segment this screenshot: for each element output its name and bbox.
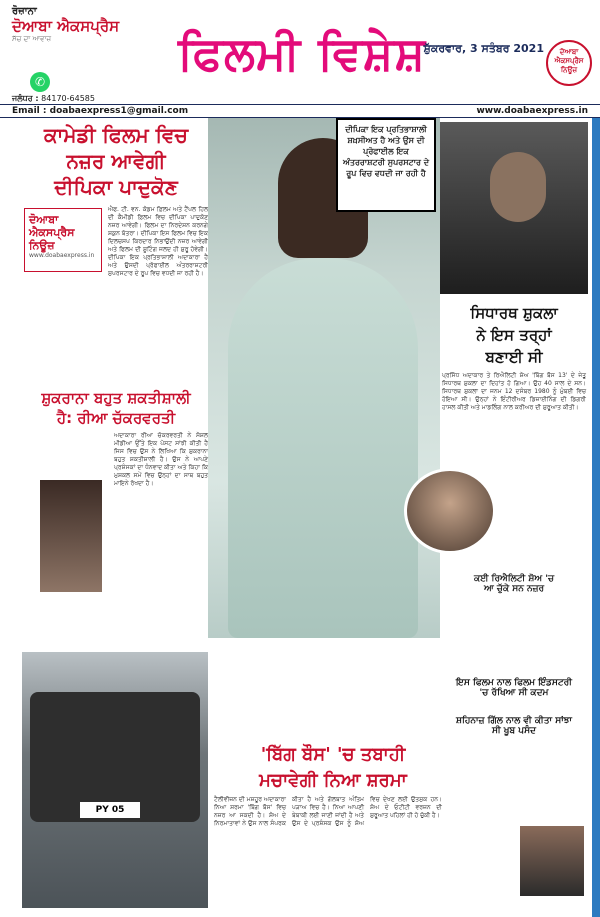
sidharth-body: ਪ੍ਰਸਿੱਧ ਅਦਾਕਾਰ ਤੇ ਰਿਐਲਿਟੀ ਸ਼ੋਅ 'ਬਿੱਗ ਬੌਸ 13' ਦੇ ਜੇਤੂ ਸਿਧਾਰਥ ਸ਼ੁਕਲਾ ਦਾ ਦਿਹਾਂਤ ਹੋ ਗਿਆ। ਉਹ 40 ਸਾਲ ਦੇ ਸਨ। ਸਿਧਾਰਥ ਸ਼ੁਕਲਾ ਦਾ ਜਨਮ 12 ਦਸੰਬਰ 1980 ਨੂੰ ਮੁੰਬਈ ਵਿਚ ਹੋਇਆ ਸੀ। ਉਨ੍ਹਾਂ ਨੇ ਇੰਟੀਰੀਅਰ ਡਿਜ਼ਾਈਨਿੰਗ ਦੀ ਡਿਗਰੀ ਹਾਸਲ ਕੀਤੀ ਅਤੇ ਮਾਡਲਿੰਗ ਨਾਲ ਕਰੀਅਰ ਦੀ ਸ਼ੁਰੂਆਤ ਕੀਤੀ।: [442, 372, 586, 411]
rhea-photo: [40, 480, 102, 592]
nia-headline-2: ਮਚਾਵੇਗੀ ਨਿਆ ਸ਼ਰਮਾ: [259, 770, 407, 791]
phone-value: 84170-64585: [41, 94, 95, 103]
subhead-film-2: 'ਚ ਰੱਖਿਆ ਸੀ ਕਦਮ: [479, 688, 549, 698]
masthead: [0, 0, 600, 110]
brand-tagline: ਸੱਚ ਦਾ ਆਵਾਜ਼: [12, 35, 52, 43]
sidharth-headline-2: ਨੇ ਇਸ ਤਰ੍ਹਾਂ: [476, 326, 552, 344]
city-label: ਜਲੰਧਰ :: [12, 94, 39, 103]
phone-number: [12, 94, 152, 104]
deepika-headline-2: ਨਜ਼ਰ ਆਵੇਗੀ: [66, 149, 166, 173]
newspaper-logo: [12, 6, 142, 44]
page-title: ਫਿਲਮੀ ਵਿਸ਼ੇਸ਼: [178, 26, 426, 80]
issue-date: ਸ਼ੁੱਕਰਵਾਰ, 3 ਸਤੰਬਰ 2021: [423, 42, 544, 55]
page-edge-strip: [592, 118, 600, 917]
nia-body: ਟੈਲੀਵੀਜ਼ਨ ਦੀ ਮਸ਼ਹੂਰ ਅਦਾਕਾਰਾ ਨਿਆ ਸ਼ਰਮਾ 'ਬਿੱਗ ਬੌਸ' ਵਿਚ ਨਜ਼ਰ ਆ ਸਕਦੀ ਹੈ। ਸ਼ੋਅ ਦੇ ਨਿਰਮਾਤਾਵਾਂ ਨੇ ਉਸ ਨਾਲ ਸੰਪਰਕ ਕੀਤਾ ਹੈ ਅਤੇ ਗੱਲਬਾਤ ਅੰਤਿਮ ਪੜਾਅ ਵਿਚ ਹੈ। ਨਿਆ ਆਪਣੀ ਬੇਬਾਕੀ ਲਈ ਜਾਣੀ ਜਾਂਦੀ ਹੈ ਅਤੇ ਉਸ ਦੇ ਪ੍ਰਸ਼ੰਸਕ ਉਸ ਨੂੰ ਸ਼ੋਅ ਵਿਚ ਦੇਖਣ ਲਈ ਉਤਸੁਕ ਹਨ। ਸ਼ੋਅ ਦੇ ਓਟੀਟੀ ਵਰਜ਼ਨ ਦੀ ਸ਼ੁਰੂਆਤ ਪਹਿਲਾਂ ਹੀ ਹੋ ਚੁੱਕੀ ਹੈ।: [214, 796, 442, 827]
nia-headline-1: 'ਬਿੱਗ ਬੌਸ' 'ਚ ਤਬਾਹੀ: [260, 744, 406, 765]
inline-logo: [24, 208, 102, 272]
subhead-reality-2: ਆ ਚੁੱਕੇ ਸਨ ਨਜ਼ਰ: [483, 584, 545, 594]
inline-logo-line-1: ਦੋਆਬਾ: [29, 213, 59, 226]
number-plate: PY 05: [80, 802, 140, 818]
deepika-callout: ਦੀਪਿਕਾ ਇਕ ਪ੍ਰਤਿਭਾਸ਼ਾਲੀ ਸ਼ਖ਼ਸੀਅਤ ਹੈ ਅਤੇ ਉਸ ਦੀ ਪ੍ਰੋਫਾਈਲ ਇਕ ਅੰਤਰਰਾਸ਼ਟਰੀ ਸੁਪਰਸਟਾਰ ਦੇ ਰੂਪ ਵਿਚ ਵਧਦੀ ਜਾ ਰਹੀ ਹੈ: [336, 118, 436, 212]
deepika-headline-1: ਕਾਮੇਡੀ ਫਿਲਮ ਵਿਚ: [43, 123, 189, 147]
rhea-article: [24, 388, 208, 488]
info-bar: [0, 104, 600, 118]
portrait-shape: [490, 152, 546, 222]
subhead-reality-shows: [440, 574, 588, 594]
inline-logo-url: www.doabaexpress.in: [29, 252, 95, 259]
rhea-body: ਅਦਾਕਾਰਾ ਰੀਆ ਚੱਕਰਵਰਤੀ ਨੇ ਸੋਸ਼ਲ ਮੀਡੀਆ ਉੱਤੇ ਇਕ ਪੋਸਟ ਸਾਂਝੀ ਕੀਤੀ ਹੈ ਜਿਸ ਵਿਚ ਉਸ ਨੇ ਲਿਖਿਆ ਕਿ ਸ਼ੁਕਰਾਨਾ ਬਹੁਤ ਸ਼ਕਤੀਸ਼ਾਲੀ ਹੈ। ਉਸ ਨੇ ਆਪਣੇ ਪ੍ਰਸ਼ੰਸਕਾਂ ਦਾ ਧੰਨਵਾਦ ਕੀਤਾ ਅਤੇ ਕਿਹਾ ਕਿ ਮੁਸ਼ਕਲ ਸਮੇਂ ਵਿਚ ਉਨ੍ਹਾਂ ਦਾ ਸਾਥ ਬਹੁਤ ਮਾਇਨੇ ਰੱਖਦਾ ਹੈ।: [114, 432, 208, 487]
sidharth-headline: [440, 302, 588, 368]
subhead-film-debut: [440, 678, 588, 698]
subhead-shehnaaz-2: ਸੀ ਖੂਬ ਪਸੰਦ: [491, 726, 537, 736]
website-link[interactable]: www.doabaexpress.in: [476, 106, 588, 116]
subhead-reality-1: ਕਈ ਰਿਐਲਿਟੀ ਸ਼ੋਅ 'ਚ: [473, 574, 555, 584]
deepika-body: ਐਫ. ਟੀ. ਵਨ. ਕੋਡਮ ਫ਼ਿਲਮ ਅਤੇ ਟੈਂਪਲ ਹਿਲ ਦੀ ਕੈਮੀਡੀ ਫ਼ਿਲਮ ਵਿਚ ਦੀਪਿਕਾ ਪਾਦੁਕੋਣ ਨਜ਼ਰ ਆਵੇਗੀ। ਫਿਲਮ ਦਾ ਨਿਰਦੇਸ਼ਨ ਕਰਨਗੇ ਸ਼ਕੁਨ ਬੱਤਰਾ। ਦੀਪਿਕਾ ਇਸ ਫਿਲਮ ਵਿਚ ਇਕ ਦਿਲਚਸਪ ਕਿਰਦਾਰ ਨਿਭਾਉਂਦੀ ਨਜ਼ਰ ਆਵੇਗੀ ਅਤੇ ਫਿਲਮ ਦੀ ਸ਼ੂਟਿੰਗ ਜਲਦ ਹੀ ਸ਼ੁਰੂ ਹੋਵੇਗੀ। ਦੀਪਿਕਾ ਇਕ ਪ੍ਰਤਿਭਾਸ਼ਾਲੀ ਅਦਾਕਾਰਾ ਹੈ ਅਤੇ ਉਸਦੀ ਪ੍ਰੋਫਾਈਲ ਅੰਤਰਰਾਸ਼ਟਰੀ ਸੁਪਰਸਟਾਰ ਦੇ ਰੂਪ ਵਿਚ ਵਧਦੀ ਜਾ ਰਹੀ ਹੈ।: [108, 206, 208, 277]
subhead-shehnaaz: [440, 716, 588, 736]
badge-line-3: ਨਿਊਜ਼: [560, 66, 578, 74]
daily-label: ਰੋਜ਼ਾਨਾ: [12, 6, 37, 17]
gown-shape: [228, 258, 418, 638]
sidharth-shehnaaz-photo: [520, 826, 584, 896]
inline-logo-line-2: ਐਕਸਪ੍ਰੈਸ: [29, 226, 75, 239]
rhea-headline-2: ਹੈ: ਰੀਆ ਚੱਕਰਵਰਤੀ: [56, 409, 176, 427]
subhead-shehnaaz-1: ਸ਼ਹਿਨਾਜ਼ ਗਿੱਲ ਨਾਲ ਵੀ ਕੀਤਾ ਸਾਂਝਾ: [456, 716, 572, 726]
rhea-headline-1: ਸ਼ੁਕਰਾਨਾ ਬਹੁਤ ਸ਼ਕਤੀਸ਼ਾਲੀ: [41, 389, 191, 407]
sidharth-headline-1: ਸਿਧਾਰਥ ਸ਼ੁਕਲਾ: [470, 304, 558, 322]
inline-logo-line-3: ਨਿਊਜ਼: [29, 239, 55, 252]
whatsapp-icon: ✆: [30, 72, 50, 92]
subhead-film-1: ਇਸ ਫਿਲਮ ਨਾਲ ਫਿਲਮ ਇੰਡਸਟਰੀ: [456, 678, 572, 688]
contact-block: [12, 72, 152, 104]
sidharth-headline-3: ਬਣਾਈ ਸੀ: [485, 348, 543, 366]
nia-headline: [222, 742, 444, 794]
sidharth-photo: [440, 122, 588, 294]
sidharth-circle-photo: [404, 468, 496, 554]
brand-name: ਦੋਆਬਾ ਐਕਸਪ੍ਰੈਸ: [12, 17, 120, 35]
news-logo-badge: [546, 40, 592, 86]
badge-line-2: ਐਕਸਪ੍ਰੈਸ: [554, 57, 584, 65]
deepika-headline-3: ਦੀਪਿਕਾ ਪਾਦੁਕੋਣ: [54, 175, 178, 199]
badge-line-1: ਦੋਆਬਾ: [559, 48, 579, 56]
email-text: Email : doabaexpress1@gmail.com: [12, 106, 189, 116]
nia-photo: [22, 652, 208, 908]
